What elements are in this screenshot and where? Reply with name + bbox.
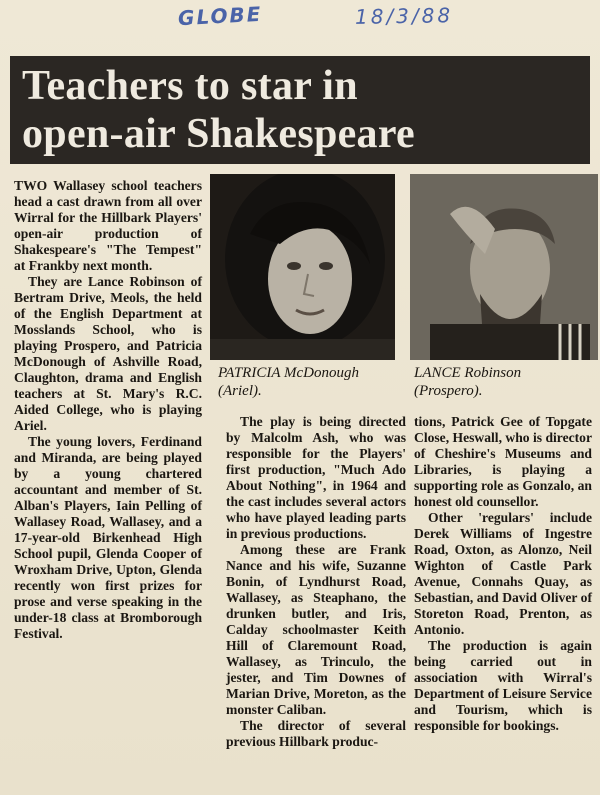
paragraph: The young lovers, Ferdinand and Miranda, are being played by a young chartered accountant and member of St. Alban's Players, Iain Pelling of Wallasey Road, Wallasey, and a 17-year-old Birkenhead High School pupil, Glenda Cooper of Wroxham Drive, Upton, Glenda recently won first prizes for prose and verse speaking in the under-18 class at Bromborough Festival. <box>14 434 202 641</box>
handwritten-source-note: GLOBE <box>177 1 263 31</box>
photo-caption-2 <box>414 364 594 400</box>
paragraph: Among these are Frank Nance and his wife, Suzanne Bonin, of Lyndhurst Road, Wallasey, as Steaphano, the drunken butler, and Iris, Calday schoolmaster Keith Hill of Claremount Road, Wallasey, as Trinculo, the jester, and Tim Downes of Marian Drive, Moreton, as the monster Caliban. <box>226 542 406 717</box>
paragraph: Other 'regulars' include Derek Williams of Ingestre Road, Oxton, as Alonzo, Neil Wighton of Castle Park Avenue, Connahs Quay, as Sebastian, and David Oliver of Storeton Road, Prenton, as Antonio. <box>414 510 592 637</box>
paragraph: TWO Wallasey school teachers head a cast drawn from all over Wirral for the Hillbark Players' open-air production of Shakespeare's "The Tempest" at Frankby next month. <box>14 178 202 273</box>
photo-caption-1 <box>218 364 398 400</box>
portrait-woman-icon <box>210 174 395 360</box>
headline <box>22 62 582 158</box>
caption-role: (Prospero). <box>414 383 483 399</box>
caption-role: (Ariel). <box>218 383 262 399</box>
caption-name: LANCE Robinson <box>414 365 522 381</box>
caption-name: PATRICIA McDonough <box>218 365 359 381</box>
article-column-3 <box>414 414 592 734</box>
article-column-2 <box>226 414 406 750</box>
article-column-1 <box>14 178 202 642</box>
portrait-man-icon <box>410 174 598 360</box>
paragraph: The play is being directed by Malcolm Ash, who was responsible for the Players' first production, "Much Ado About Nothing", in 1964 and the cast includes several actors who have played leading parts in previous productions. <box>226 414 406 541</box>
headline-line-1: Teachers to star in <box>22 63 358 109</box>
headline-line-2: open-air Shakespeare <box>22 111 415 157</box>
photo-lance-robinson <box>410 174 598 360</box>
handwritten-date-note: 18/3/88 <box>354 3 454 29</box>
paragraph: The production is again being carried out in association with Wirral's Department of Leisure Service and Tourism, which is responsible for bookings. <box>414 638 592 733</box>
paragraph: They are Lance Robinson of Bertram Drive, Meols, the held of the English Department at Mosslands School, who is playing Prospero, and Patricia McDonough of Ashville Road, Claughton, drama and English teachers at St. Mary's R.C. Aided College, who is playing Ariel. <box>14 274 202 433</box>
paragraph: tions, Patrick Gee of Topgate Close, Heswall, who is director of Cheshire's Museums and Libraries, is playing a supporting role as Gonzalo, an honest old counsellor. <box>414 414 592 509</box>
photo-patricia-mcdonough <box>210 174 395 360</box>
paragraph: The director of several previous Hillbark produc- <box>226 718 406 749</box>
